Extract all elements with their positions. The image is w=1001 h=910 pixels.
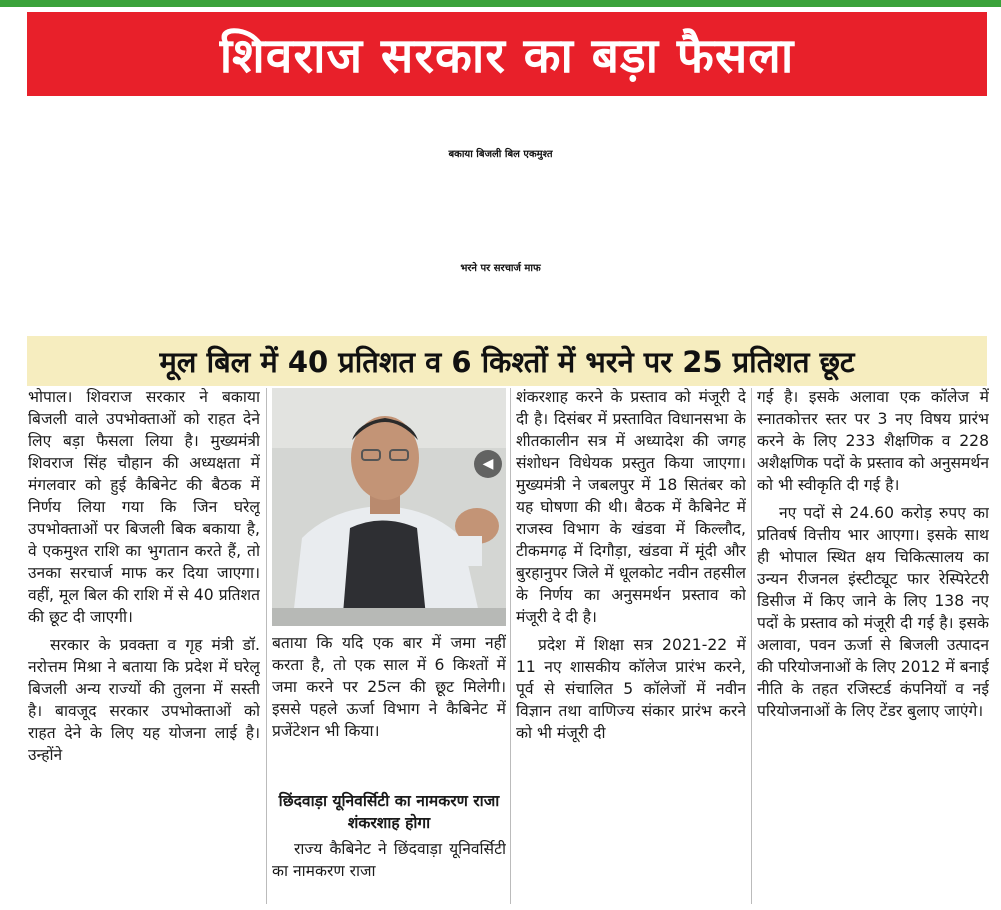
column-2-paragraph-2: राज्य कैबिनेट ने छिंदवाड़ा यूनिवर्सिटी का नामकरण राजा	[272, 840, 506, 880]
headline-line-2: भरने पर सरचार्ज माफ	[460, 263, 541, 274]
chief-minister-photo	[272, 388, 506, 626]
kicker-text: शिवराज सरकार का बड़ा फैसला	[219, 27, 795, 84]
column-separator	[266, 388, 267, 904]
headline-line-1: बकाया बिजली बिल एकमुश्त	[448, 149, 553, 160]
article-column-2	[272, 632, 506, 790]
column-3-paragraph-2: प्रदेश में शिक्षा सत्र 2021-22 में 11 नए शासकीय कॉलेज प्रारंभ करने, पूर्व से संचालित 5 कॉलेजों में नवीन विज्ञान तथा वाणिज्य संकार प्रारंभ करने को भी मंजूरी दी	[516, 636, 746, 742]
column-1-paragraph-2: सरकार के प्रवक्ता व गृह मंत्री डॉ. नरोत्तम मिश्रा ने बताया कि प्रदेश में घरेलू बिजली अन्य राज्यों की तुलना में सस्ती है। बावजूद सरकार उपभोक्ताओं को राहत देने के लिए यह योजना लाई है।उन्होंने	[28, 636, 260, 764]
column-4-paragraph-1: गई है। इसके अलावा एक कॉलेज में स्नातकोत्तर स्तर पर 3 नए विषय प्रारंभ करने के लिए 233 शैक्षणिक व 228 अशैक्षणिक पदों के प्रस्ताव को अनुसमर्थन को भी स्वीकृति दी गई है।	[757, 388, 989, 494]
subheadline-bar	[27, 336, 987, 386]
article-column-3	[516, 386, 746, 906]
kicker-banner	[27, 12, 987, 96]
column-2-subheading: छिंदवाड़ा यूनिवर्सिटी का नामकरण राजा शंकरशाह होगा	[278, 792, 500, 832]
top-color-bar	[0, 0, 1001, 7]
play-icon[interactable]: ◀	[474, 450, 502, 478]
subheadline-text: मूल बिल में 40 प्रतिशत व 6 किश्तों में भरने पर 25 प्रतिशत छूट	[159, 344, 855, 379]
column-1-paragraph-1: भोपाल। शिवराज सरकार ने बकाया बिजली वाले उपभोक्ताओं को राहत देने लिए बड़ा फैसला लिया है। मुख्यमंत्री शिवराज सिंह चौहान की अध्यक्षता में मंगलवार को हुई कैबिनेट की बैठक में निर्णय लिया गया कि जिन घरेलू उपभोक्ताओं पर बिजली बिक बकाया है, वे एकमुश्त राशि का भुगतान करते हैं, तो उनका सरचार्ज माफ कर दिया जाएगा। वहीं, मूल बिल की राशि में से 40 प्रतिशत की छूट दी जाएगी।	[28, 388, 260, 626]
article-column-2-continued	[272, 838, 506, 908]
column-3-paragraph-1: शंकरशाह करने के प्रस्ताव को मंजूरी दे दी है। दिसंबर में प्रस्तावित विधानसभा के शीतकालीन सत्र में अध्यादेश की जगह संशोधन विधेयक प्रस्तुत किया जाएगा। मुख्यमंत्री ने जबलपुर में 18 सितंबर को यह घोषणा की थी। बैठक में कैबिनेट में राजस्व विभाग के खंडवा में किल्लौद, टीकमगढ़ में दिगौड़ा, खंडवा में मूंदी और बुरहानुपर जिले में धूलकोट नवीन तहसील के निर्णय का अनुसमर्थन प्रस्ताव को मंजूरी दे दी है।	[516, 388, 746, 626]
column-separator	[751, 388, 752, 904]
article-column-4	[757, 386, 989, 906]
column-separator	[510, 388, 511, 904]
article-column-1	[28, 386, 260, 906]
column-2-paragraph-1: बताया कि यदि एक बार में जमा नहीं करता है, तो एक साल में 6 किश्तों में जमा करने पर 25त्न की छूट मिलेगी। इससे पहले ऊर्जा विभाग ने कैबिनेट में प्रजेंटेशन भी किया।	[272, 634, 506, 740]
photo-illustration	[272, 388, 506, 626]
column-4-paragraph-2: नए पदों से 24.60 करोड़ रुपए का प्रतिवर्ष वित्तीय भार आएगा। इसके साथ ही भोपाल स्थित क्षय चिकित्सालय का उन्यन रीजनल इंस्टीट्यूट फार रेस्पिरेटरी डिसीज में किए जाने के लिए 138 नए पदों के प्रस्ताव को मंजूरी दी गई है। इसके अलावा, पवन ऊर्जा से बिजली उत्पादन की परियोजनाओं के लिए 2012 में बनाई नीति के तहत रजिस्टर्ड कंपनियों व नई परियोजनाओं के लिए टेंडर बुलाए जाएंगे।	[757, 504, 989, 720]
